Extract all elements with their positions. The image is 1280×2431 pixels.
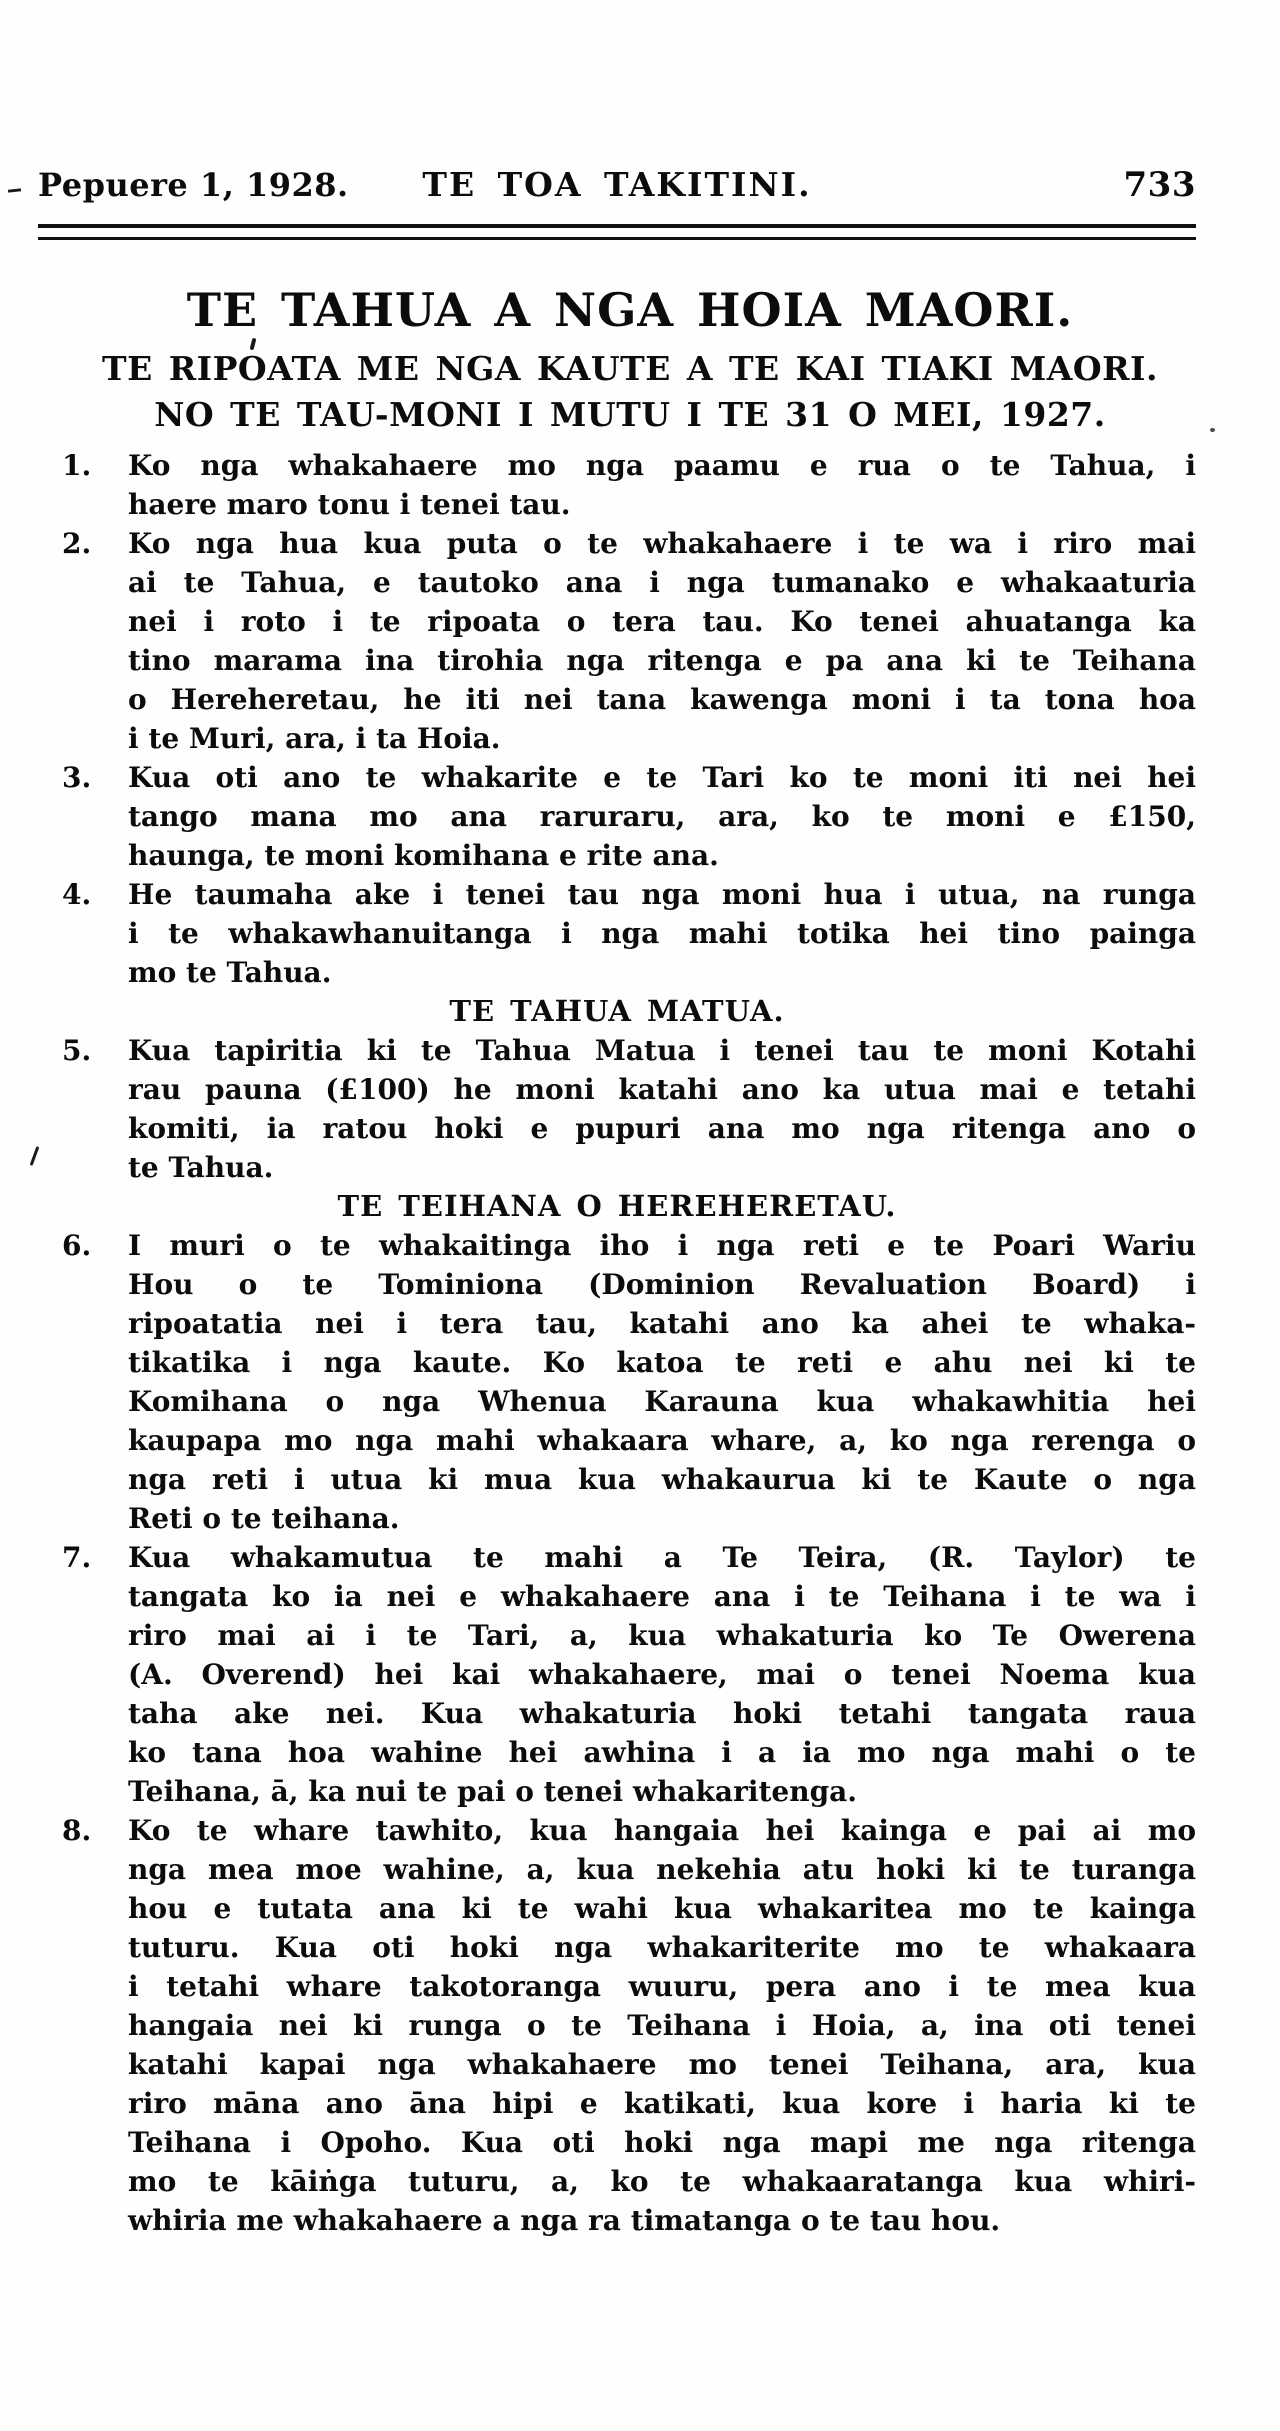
text-line: mo te Tahua.	[128, 956, 332, 989]
text-line: hangaia nei ki runga o te Teihana i Hoia, a, ina oti tenei	[128, 2009, 1196, 2042]
text-line: Teihana i Opoho. Kua oti hoki nga mapi me nga ritenga	[128, 2126, 1196, 2159]
text-line: nga reti i utua ki mua kua whakaurua ki te Kaute o nga	[128, 1463, 1196, 1496]
text-line: Kua whakamutua te mahi a Te Teira, (R. Taylor) te	[128, 1541, 1196, 1574]
numbered-paragraph	[38, 446, 1196, 524]
numbered-paragraph	[38, 524, 1196, 758]
paragraph-number: 2.	[62, 527, 92, 560]
text-line: Hou o te Tominiona (Dominion Revaluation Board) i	[128, 1268, 1196, 1301]
text-line: Teihana, ā, ka nui te pai o tenei whakaritenga.	[128, 1775, 858, 1808]
section-heading: TE TEIHANA O HEREHERETAU.	[337, 1189, 897, 1223]
numbered-paragraph	[38, 1031, 1196, 1187]
text-line: riro mai ai i te Tari, a, kua whakaturia ko Te Owerena	[128, 1619, 1196, 1652]
text-line: ai te Tahua, e tautoko ana i nga tumanako e whakaaturia	[128, 566, 1196, 599]
paragraph-number: 4.	[62, 878, 92, 911]
text-line: Ko nga whakahaere mo nga paamu e rua o te Tahua, i	[128, 449, 1196, 482]
text-line: Kua oti ano te whakarite e te Tari ko te moni iti nei hei	[128, 761, 1196, 794]
text-line: komiti, ia ratou hoki e pupuri ana mo nga ritenga ano o	[128, 1112, 1196, 1145]
text-line: Reti o te teihana.	[128, 1502, 400, 1535]
running-head	[38, 165, 1196, 205]
text-line: rau pauna (£100) he moni katahi ano ka utua mai e tetahi	[128, 1073, 1196, 1106]
paragraph-number: 3.	[62, 761, 92, 794]
numbered-paragraph	[38, 1538, 1196, 1811]
text-line: ko tana hoa wahine hei awhina i a ia mo nga mahi o te	[128, 1736, 1196, 1769]
text-line: i te whakawhanuitanga i nga mahi totika hei tino painga	[128, 917, 1196, 950]
text-line: nei i roto i te ripoata o tera tau. Ko tenei ahuatanga ka	[128, 605, 1196, 638]
text-line: Ko te whare tawhito, kua hangaia hei kainga e pai ai mo	[128, 1814, 1196, 1847]
text-line: taha ake nei. Kua whakaturia hoki tetahi tangata raua	[128, 1697, 1196, 1730]
text-line: Komihana o nga Whenua Karauna kua whakawhitia hei	[128, 1385, 1196, 1418]
text-line: mo te kāiṅga tuturu, a, ko te whakaaratanga kua whiri-	[128, 2165, 1196, 2198]
numbered-paragraph	[38, 1226, 1196, 1538]
text-line: (A. Overend) hei kai whakahaere, mai o tenei Noema kua	[128, 1658, 1196, 1691]
page-number: 733	[1123, 165, 1196, 205]
text-line: tuturu. Kua oti hoki nga whakariterite mo te whakaara	[128, 1931, 1196, 1964]
text-line: ripoatatia nei i tera tau, katahi ano ka ahei te whaka-	[128, 1307, 1196, 1340]
text-line: katahi kapai nga whakahaere mo tenei Teihana, ara, kua	[128, 2048, 1196, 2081]
text-line: o Hereheretau, he iti nei tana kawenga moni i ta tona hoa	[128, 683, 1196, 716]
article-title: TE TAHUA A NGA HOIA MAORI.	[186, 283, 1074, 337]
text-line: riro māna ano āna hipi e katikati, kua kore i haria ki te	[128, 2087, 1196, 2120]
text-line: whiria me whakahaere a nga ra timatanga o te tau hou.	[128, 2204, 1001, 2237]
text-line: te Tahua.	[128, 1151, 274, 1184]
text-line: hou e tutata ana ki te wahi kua whakaritea mo te kainga	[128, 1892, 1196, 1925]
paragraph-number: 7.	[62, 1541, 92, 1574]
text-line: tangata ko ia nei e whakahaere ana i te Teihana i te wa i	[128, 1580, 1196, 1613]
paragraph-number: 6.	[62, 1229, 92, 1262]
text-line: i te Muri, ara, i ta Hoia.	[128, 722, 501, 755]
text-line: nga mea moe wahine, a, kua nekehia atu hoki ki te turanga	[128, 1853, 1196, 1886]
issue-date: Pepuere 1, 1928.	[38, 166, 349, 204]
text-line: tango mana mo ana raruraru, ara, ko te moni e £150,	[128, 800, 1196, 833]
article-subtitle-line-2: NO TE TAU-MONI I MUTU I TE 31 O MEI, 1927.	[154, 395, 1106, 434]
text-line: i tetahi whare takotoranga wuuru, pera ano i te mea kua	[128, 1970, 1196, 2003]
numbered-paragraph	[38, 875, 1196, 992]
text-line: tino marama ina tirohia nga ritenga e pa ana ki te Teihana	[128, 644, 1196, 677]
text-line: Ko nga hua kua puta o te whakahaere i te wa i riro mai	[128, 527, 1196, 560]
masthead-title: TE TOA TAKITINI.	[422, 165, 812, 204]
section-heading: TE TAHUA MATUA.	[449, 994, 785, 1028]
numbered-paragraph	[38, 1811, 1196, 2240]
paragraph-number: 5.	[62, 1034, 92, 1067]
text-line: tikatika i nga kaute. Ko katoa te reti e ahu nei ki te	[128, 1346, 1196, 1379]
article-subtitle-line-1: TE RIPOATA ME NGA KAUTE A TE KAI TIAKI MAORI.	[102, 349, 1158, 388]
paragraph-number: 8.	[62, 1814, 92, 1847]
scan-artifact-dash	[8, 188, 21, 192]
numbered-paragraph	[38, 758, 1196, 875]
header-double-rule	[38, 224, 1196, 240]
paragraph-number: 1.	[62, 449, 92, 482]
text-line: haere maro tonu i tenei tau.	[128, 488, 571, 521]
content	[38, 446, 1196, 2240]
text-line: haunga, te moni komihana e rite ana.	[128, 839, 719, 872]
text-line: I muri o te whakaitinga iho i nga reti e te Poari Wariu	[128, 1229, 1196, 1262]
text-line: kaupapa mo nga mahi whakaara whare, a, ko nga rerenga o	[128, 1424, 1196, 1457]
text-line: Kua tapiritia ki te Tahua Matua i tenei tau te moni Kotahi	[128, 1034, 1196, 1067]
text-line: He taumaha ake i tenei tau nga moni hua i utua, na runga	[128, 878, 1196, 911]
